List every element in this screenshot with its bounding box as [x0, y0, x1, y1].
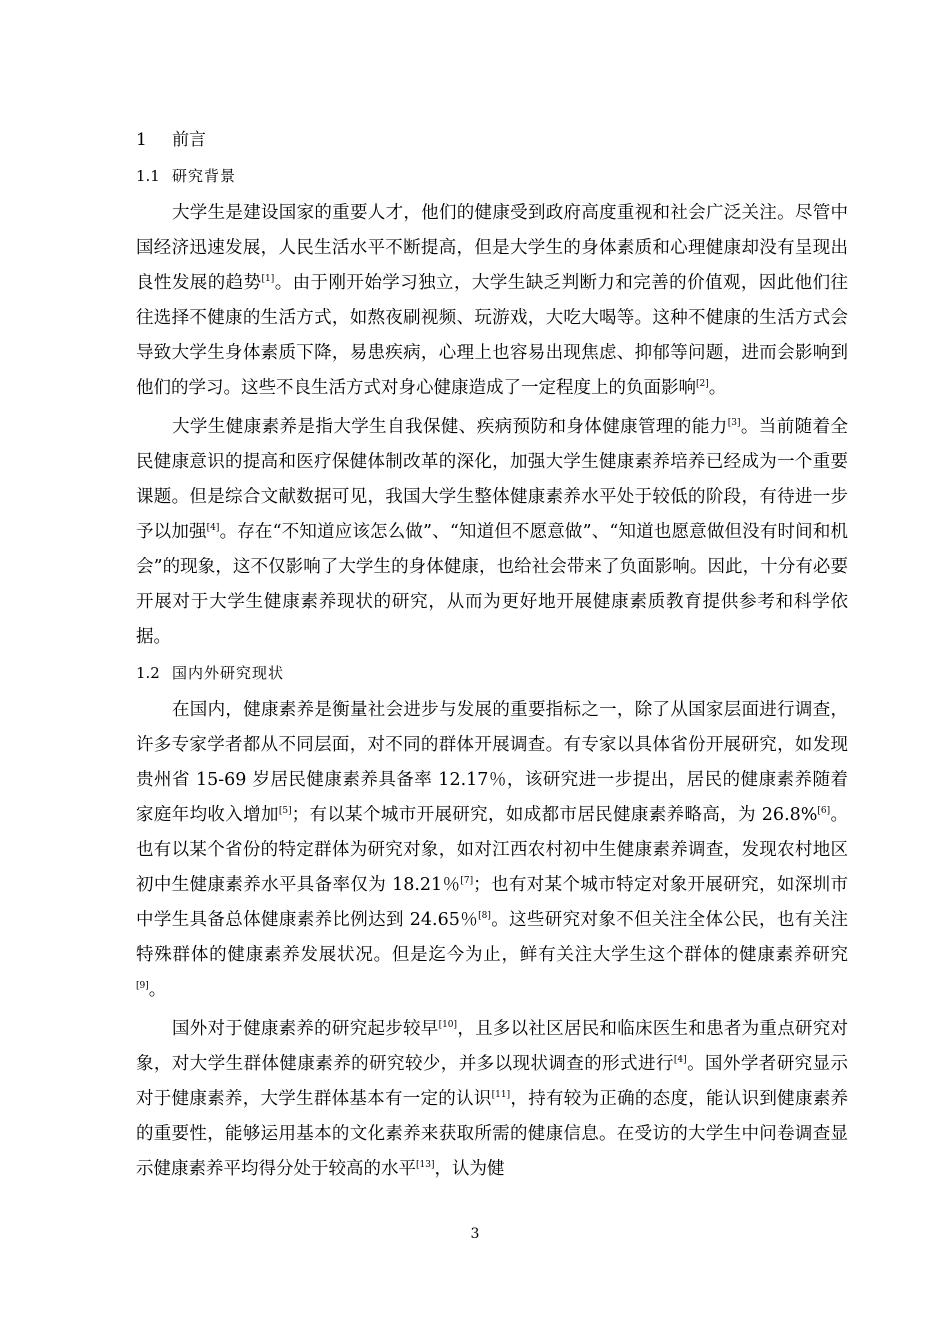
text-run: ，持有较为正确的态度，能认识到健康素养的重要性，能够运用基本的文化素养来获取所需的健康信息。在受访的大学生中问卷调查显示健康素养平均得分处于较高的水平 — [136, 1089, 849, 1179]
paragraph-background-1 — [136, 196, 848, 406]
text-run: ；有以某个城市开展研究，如成都市居民健康素养略高，为 26.8% — [291, 805, 818, 825]
heading-section-1 — [136, 122, 848, 158]
text-run: ，且多以社区居民和临床医生和患者为重点研究对象，对大学生群体健康素养的研究较少，并多以现状调查的形式进行 — [136, 1019, 849, 1074]
text-run: 。 — [708, 378, 727, 398]
citation: [7] — [460, 876, 474, 886]
text-run: 在国内，健康素养是衡量社会进步与发展的重要指标之一，除了从国家层面进行调查，许多专家学者都从不同层面，对不同的群体开展调查。有专家以具体省份开展研究，如发现贵州省 15-69 岁居民健康素养具备率 12.17％，该研究进一步提出，居民的健康素养随着家庭年均收入增加 — [136, 700, 848, 825]
heading-title: 国内外研究现状 — [172, 664, 285, 682]
text-run: 。也有以某个省份的特定群体为研究对象，如对江西农村初中生健康素养调查，发现农村地区初中生健康素养水平具备率仅为 18.21％ — [136, 805, 849, 895]
citation: [9] — [136, 981, 149, 991]
text-run: 。这些研究对象不但关注全体公民，也有关注特殊群体的健康素养发展状况。但是迄今为止，鲜有关注大学生这个群体的健康素养研究 — [136, 910, 848, 965]
text-run: 大学生是建设国家的重要人才，他们的健康受到政府高度重视和社会广泛关注。尽管中国经济迅速发展，人民生活水平不断提高，但是大学生的身体素质和心理健康却没有呈现出良性发展的趋势 — [136, 203, 848, 293]
citation: [8] — [478, 911, 491, 921]
heading-title: 前言 — [172, 130, 206, 150]
heading-section-1-2 — [136, 655, 848, 691]
citation: [1] — [261, 274, 275, 284]
paragraph-foreign-research — [136, 1012, 848, 1187]
text-run: 。由于刚开始学习独立，大学生缺乏判断力和完善的价值观，因此他们往往选择不健康的生活方式，如熬夜刷视频、玩游戏，大吃大喝等。这种不健康的生活方式会导致大学生身体素质下降，易患疾病，心理上也容易出现焦虑、抑郁等问题，进而会影响到他们的学习。这些不良生活方式对身心健康造成了一定程度上的负面影响 — [136, 273, 849, 398]
text-run: 大学生健康素养是指大学生自我保健、疾病预防和身体健康管理的能力 — [172, 417, 728, 437]
citation: [6] — [817, 806, 831, 816]
paragraph-domestic-research — [136, 693, 848, 1008]
citation: [2] — [696, 379, 709, 389]
page-number: 3 — [470, 1226, 480, 1242]
heading-title: 研究背景 — [172, 167, 237, 185]
heading-number: 1.2 — [136, 664, 160, 682]
heading-number: 1 — [136, 130, 147, 150]
citation: [4] — [206, 523, 220, 533]
page-body — [136, 122, 848, 1187]
citation: [5] — [278, 806, 292, 816]
text-run: ；也有对某个城市特定对象开展研究，如深圳市中学生具备总体健康素养比例达到 24.65％ — [136, 875, 848, 930]
text-run: 。存在“不知道应该怎么做”、“知道但不愿意做”、“知道也愿意做但没有时间和机会”的现象，这不仅影响了大学生的身体健康，也给社会带来了负面影响。因此，十分有必要开展对于大学生健康素养现状的研究，从而为更好地开展健康素质教育提供参考和科学依据。 — [136, 522, 848, 647]
heading-section-1-1 — [136, 158, 848, 194]
citation: [10] — [438, 1020, 458, 1030]
text-run: 。当前随着全民健康意识的提高和医疗保健体制改革的深化，加强大学生健康素养培养已经成为一个重要课题。但是综合文献数据可见，我国大学生整体健康素养水平处于较低的阶段，有待进一步予以加强 — [136, 417, 849, 542]
paragraph-background-2 — [136, 410, 848, 655]
citation: [3] — [727, 418, 741, 428]
text-run: ，认为健 — [434, 1159, 505, 1179]
citation: [11] — [491, 1090, 511, 1100]
text-run: 。 — [148, 980, 167, 1000]
text-run: 。国外学者研究显示对于健康素养，大学生群体基本有一定的认识 — [136, 1054, 849, 1109]
citation: [4] — [673, 1055, 687, 1065]
heading-number: 1.1 — [136, 167, 160, 185]
text-run: 国外对于健康素养的研究起步较早 — [172, 1019, 439, 1039]
citation: [13] — [416, 1160, 435, 1170]
